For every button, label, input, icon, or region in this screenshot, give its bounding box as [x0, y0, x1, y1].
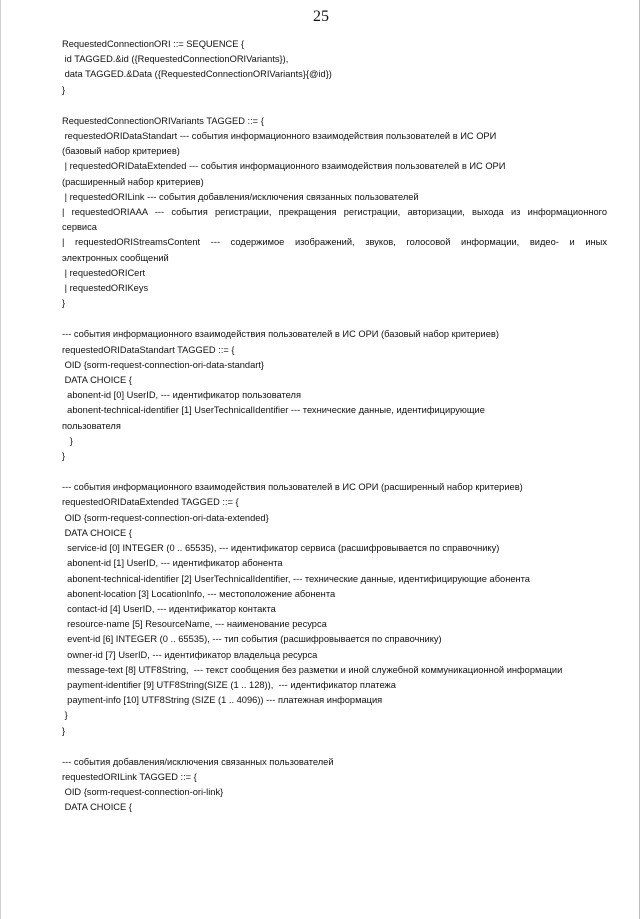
code-line: } [62, 725, 66, 736]
code-line: | requestedORIDataExtended --- события информационного взаимодействия пользователей в ИС ОРИ [62, 161, 506, 172]
block-gap [62, 464, 607, 480]
code-line: --- события информационного взаимодействия пользователей в ИС ОРИ (базовый набор критериев) [62, 329, 499, 340]
code-block-variants [62, 114, 607, 312]
code-line: requestedORIDataStandart TAGGED ::= { [62, 344, 235, 355]
code-line: } [62, 710, 68, 721]
code-line: abonent-id [1] UserID, --- идентификатор абонента [62, 558, 283, 569]
code-line: электронных сообщений [62, 252, 169, 263]
code-line: | requestedORIKeys [62, 283, 149, 294]
code-line: payment-info [10] UTF8String (SIZE (1 .. 4096)) --- платежная информация [62, 695, 383, 706]
code-line: } [62, 435, 73, 446]
code-line: abonent-location [3] LocationInfo, --- местоположение абонента [62, 588, 336, 599]
code-line: OID {sorm-request-connection-ori-link} [62, 787, 224, 798]
code-block-link [62, 755, 607, 816]
code-block-data-extended [62, 480, 607, 738]
code-line: contact-id [4] UserID, --- идентификатор контакта [62, 603, 276, 614]
code-line: DATA CHOICE { [62, 375, 132, 386]
block-gap [62, 98, 607, 114]
code-line: payment-identifier [9] UTF8String(SIZE (1 .. 128)), --- идентификатор платежа [62, 679, 396, 690]
code-line: } [62, 451, 66, 462]
code-line: сервиса [62, 222, 97, 233]
code-line: } [62, 298, 66, 309]
block-gap [62, 739, 607, 755]
code-line: id TAGGED.&id ({RequestedConnectionORIVariants}), [62, 54, 289, 65]
code-line: service-id [0] INTEGER (0 .. 65535), --- идентификатор сервиса (расшифровывается по справочнику) [62, 543, 500, 554]
code-line: requestedORIDataExtended TAGGED ::= { [62, 497, 239, 508]
asn1-listing [62, 37, 607, 816]
page-number: 25 [313, 8, 329, 25]
code-line: event-id [6] INTEGER (0 .. 65535), --- тип события (расшифровывается по справочнику) [62, 634, 442, 645]
code-line: message-text [8] UTF8String, --- текст сообщения без разметки и иной служебной коммуникационной информации [62, 664, 563, 675]
code-line: | requestedORICert [62, 267, 146, 278]
code-line: } [62, 84, 66, 95]
code-line: abonent-id [0] UserID, --- идентификатор пользователя [62, 390, 301, 401]
code-line: resource-name [5] ResourceName, --- наименование ресурса [62, 619, 327, 630]
block-gap [62, 311, 607, 327]
code-line: requestedORIDataStandart --- события информационного взаимодействия пользователей в ИС ОРИ [62, 131, 497, 142]
code-line: OID {sorm-request-connection-ori-data-extended} [62, 512, 269, 523]
code-line: --- события добавления/исключения связанных пользователей [62, 756, 334, 767]
code-line: requestedORILink TAGGED ::= { [62, 771, 197, 782]
code-line: пользователя [62, 420, 121, 431]
code-line: (расширенный набор критериев) [62, 176, 204, 187]
code-line: --- события информационного взаимодействия пользователей в ИС ОРИ (расширенный набор критериев) [62, 482, 523, 493]
code-block-requested-connection-ori [62, 37, 607, 98]
code-line: OID {sorm-request-connection-ori-data-standart} [62, 359, 265, 370]
code-block-data-standart [62, 327, 607, 464]
code-line: | requestedORIAAA --- события регистрации, прекращения регистрации, авторизации, выхода из информационного [62, 207, 607, 218]
code-line: | requestedORILink --- события добавления/исключения связанных пользователей [62, 191, 419, 202]
code-line: DATA CHOICE { [62, 802, 132, 813]
code-line: (базовый набор критериев) [62, 146, 180, 157]
code-line: abonent-technical-identifier [2] UserTechnicalIdentifier, --- технические данные, идентифицирующие абонента [62, 573, 530, 584]
code-line: RequestedConnectionORI ::= SEQUENCE { [62, 39, 245, 49]
code-line: DATA CHOICE { [62, 527, 132, 538]
code-line: owner-id [7] UserID, --- идентификатор владельца ресурса [62, 649, 318, 660]
code-line: abonent-technical-identifier [1] UserTechnicalIdentifier --- технические данные, идентифицирующие [62, 405, 485, 416]
code-line: RequestedConnectionORIVariants TAGGED ::= { [62, 115, 264, 126]
code-line: data TAGGED.&Data ({RequestedConnectionORIVariants}{@id}) [62, 69, 332, 80]
code-line: | requestedORIStreamsContent --- содержимое изображений, звуков, голосовой информации, видео- и иных [62, 237, 607, 248]
